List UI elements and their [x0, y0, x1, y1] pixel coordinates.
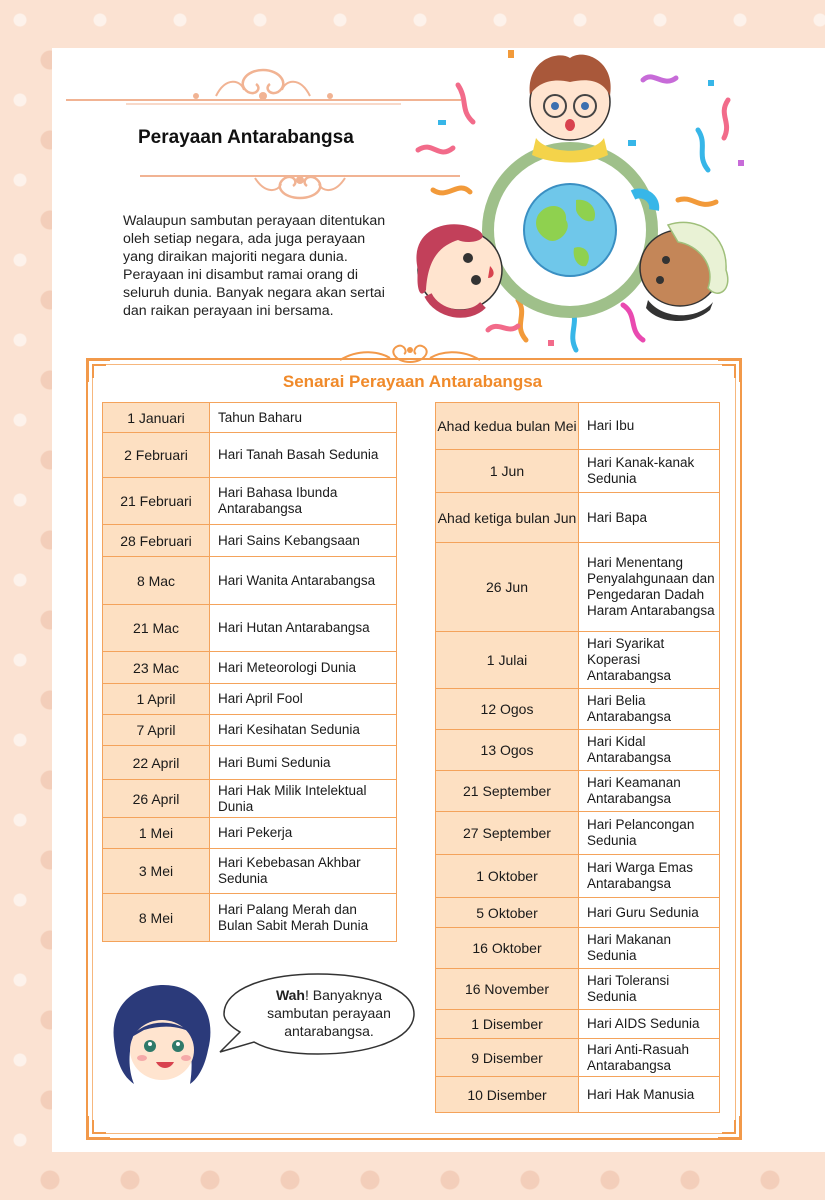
celebration-name: Hari Tanah Basah Sedunia	[210, 433, 397, 478]
celebration-date: 8 Mei	[103, 894, 210, 942]
table-row	[103, 780, 397, 818]
celebration-name: Hari Pekerja	[210, 818, 397, 849]
celebration-name: Hari Bapa	[579, 493, 720, 543]
table-row	[436, 632, 720, 689]
list-title: Senarai Perayaan Antarabangsa	[282, 372, 543, 391]
speech-bubble	[232, 970, 422, 1054]
celebration-name: Hari Guru Sedunia	[579, 898, 720, 928]
table-row	[436, 771, 720, 812]
table-row	[436, 928, 720, 969]
celebration-table-right	[435, 402, 720, 1113]
celebration-name: Hari Palang Merah dan Bulan Sabit Merah Dunia	[210, 894, 397, 942]
celebration-table-left	[102, 402, 397, 942]
celebration-date: 27 September	[436, 812, 579, 855]
celebration-date: 16 Oktober	[436, 928, 579, 969]
celebration-date: 23 Mac	[103, 652, 210, 684]
table-row	[103, 433, 397, 478]
intro-paragraph: Walaupun sambutan perayaan ditentukan oleh setiap negara, ada juga perayaan yang diraikan majoriti negara dunia. Perayaan ini disambut ramai orang di seluruh dunia. Banyak negara akan sertai dan raikan perayaan ini bersama.	[123, 213, 386, 319]
celebration-name: Hari Menentang Penyalahgunaan dan Pengedaran Dadah Haram Antarabangsa	[579, 543, 720, 632]
celebration-date: 1 Julai	[436, 632, 579, 689]
celebration-name: Hari Sains Kebangsaan	[210, 525, 397, 557]
celebration-name: Hari Hutan Antarabangsa	[210, 605, 397, 652]
celebration-name: Hari AIDS Sedunia	[579, 1010, 720, 1039]
celebration-name: Hari Meteorologi Dunia	[210, 652, 397, 684]
celebration-date: 1 Oktober	[436, 855, 579, 898]
celebration-date: 13 Ogos	[436, 730, 579, 771]
table-row	[436, 730, 720, 771]
celebration-date: 22 April	[103, 746, 210, 780]
page-title: Perayaan Antarabangsa	[138, 127, 354, 148]
celebration-name: Hari Kebebasan Akhbar Sedunia	[210, 849, 397, 894]
table-row	[436, 898, 720, 928]
table-row	[436, 1077, 720, 1113]
table-row	[103, 894, 397, 942]
celebration-date: 3 Mei	[103, 849, 210, 894]
celebration-date: 21 Mac	[103, 605, 210, 652]
table-row	[103, 849, 397, 894]
celebration-date: 1 Jun	[436, 450, 579, 493]
celebration-date: 8 Mac	[103, 557, 210, 605]
speech-rest: ! Banyaknya sambutan perayaan antarabangsa.	[267, 987, 391, 1039]
celebration-name: Hari Wanita Antarabangsa	[210, 557, 397, 605]
celebration-name: Hari Warga Emas Antarabangsa	[579, 855, 720, 898]
celebration-name: Hari Bahasa Ibunda Antarabangsa	[210, 478, 397, 525]
frame-top-ornament-icon	[330, 342, 490, 366]
celebration-name: Hari Syarikat Koperasi Antarabangsa	[579, 632, 720, 689]
celebration-name: Hari Belia Antarabangsa	[579, 689, 720, 730]
girl-character-icon	[104, 980, 224, 1090]
celebration-date: 1 Mei	[103, 818, 210, 849]
celebration-name: Hari Pelancongan Sedunia	[579, 812, 720, 855]
table-row	[436, 1010, 720, 1039]
celebration-name: Hari Makanan Sedunia	[579, 928, 720, 969]
celebration-name: Hari Hak Manusia	[579, 1077, 720, 1113]
celebration-name: Hari Keamanan Antarabangsa	[579, 771, 720, 812]
corner-ornament-icon	[86, 1114, 112, 1140]
table-row	[103, 684, 397, 715]
table-row	[103, 525, 397, 557]
table-row	[103, 715, 397, 746]
celebration-name: Hari Anti-Rasuah Antarabangsa	[579, 1039, 720, 1077]
celebration-name: Hari Kesihatan Sedunia	[210, 715, 397, 746]
table-row	[103, 746, 397, 780]
celebration-date: 1 Disember	[436, 1010, 579, 1039]
celebration-name: Hari Ibu	[579, 403, 720, 450]
speech-text	[254, 986, 404, 1040]
celebration-date: 26 Jun	[436, 543, 579, 632]
celebration-date: 1 Januari	[103, 403, 210, 433]
table-row	[436, 855, 720, 898]
table-row	[103, 478, 397, 525]
celebration-date: 1 April	[103, 684, 210, 715]
celebration-date: 10 Disember	[436, 1077, 579, 1113]
celebration-date: 21 September	[436, 771, 579, 812]
celebration-date: Ahad kedua bulan Mei	[436, 403, 579, 450]
celebration-name: Tahun Baharu	[210, 403, 397, 433]
table-row	[436, 543, 720, 632]
celebration-date: 21 Februari	[103, 478, 210, 525]
table-row	[436, 969, 720, 1010]
celebration-name: Hari Kidal Antarabangsa	[579, 730, 720, 771]
table-row	[436, 689, 720, 730]
table-row	[436, 1039, 720, 1077]
celebration-date: 9 Disember	[436, 1039, 579, 1077]
table-row	[103, 818, 397, 849]
celebration-name: Hari April Fool	[210, 684, 397, 715]
table-row	[436, 450, 720, 493]
celebration-date: 16 November	[436, 969, 579, 1010]
table-row	[103, 605, 397, 652]
table-row	[103, 557, 397, 605]
celebration-date: Ahad ketiga bulan Jun	[436, 493, 579, 543]
table-row	[436, 812, 720, 855]
kids-globe-illustration-icon	[398, 30, 758, 370]
celebration-name: Hari Bumi Sedunia	[210, 746, 397, 780]
celebration-date: 28 Februari	[103, 525, 210, 557]
celebration-date: 7 April	[103, 715, 210, 746]
table-row	[103, 403, 397, 433]
celebration-date: 26 April	[103, 780, 210, 818]
celebration-name: Hari Hak Milik Intelektual Dunia	[210, 780, 397, 818]
speech-bold: Wah	[275, 987, 305, 1003]
celebration-date: 12 Ogos	[436, 689, 579, 730]
table-row	[436, 493, 720, 543]
celebration-name: Hari Kanak-kanak Sedunia	[579, 450, 720, 493]
celebration-date: 2 Februari	[103, 433, 210, 478]
corner-ornament-icon	[716, 1114, 742, 1140]
table-row	[103, 652, 397, 684]
celebration-name: Hari Toleransi Sedunia	[579, 969, 720, 1010]
celebration-date: 5 Oktober	[436, 898, 579, 928]
table-row	[436, 403, 720, 450]
